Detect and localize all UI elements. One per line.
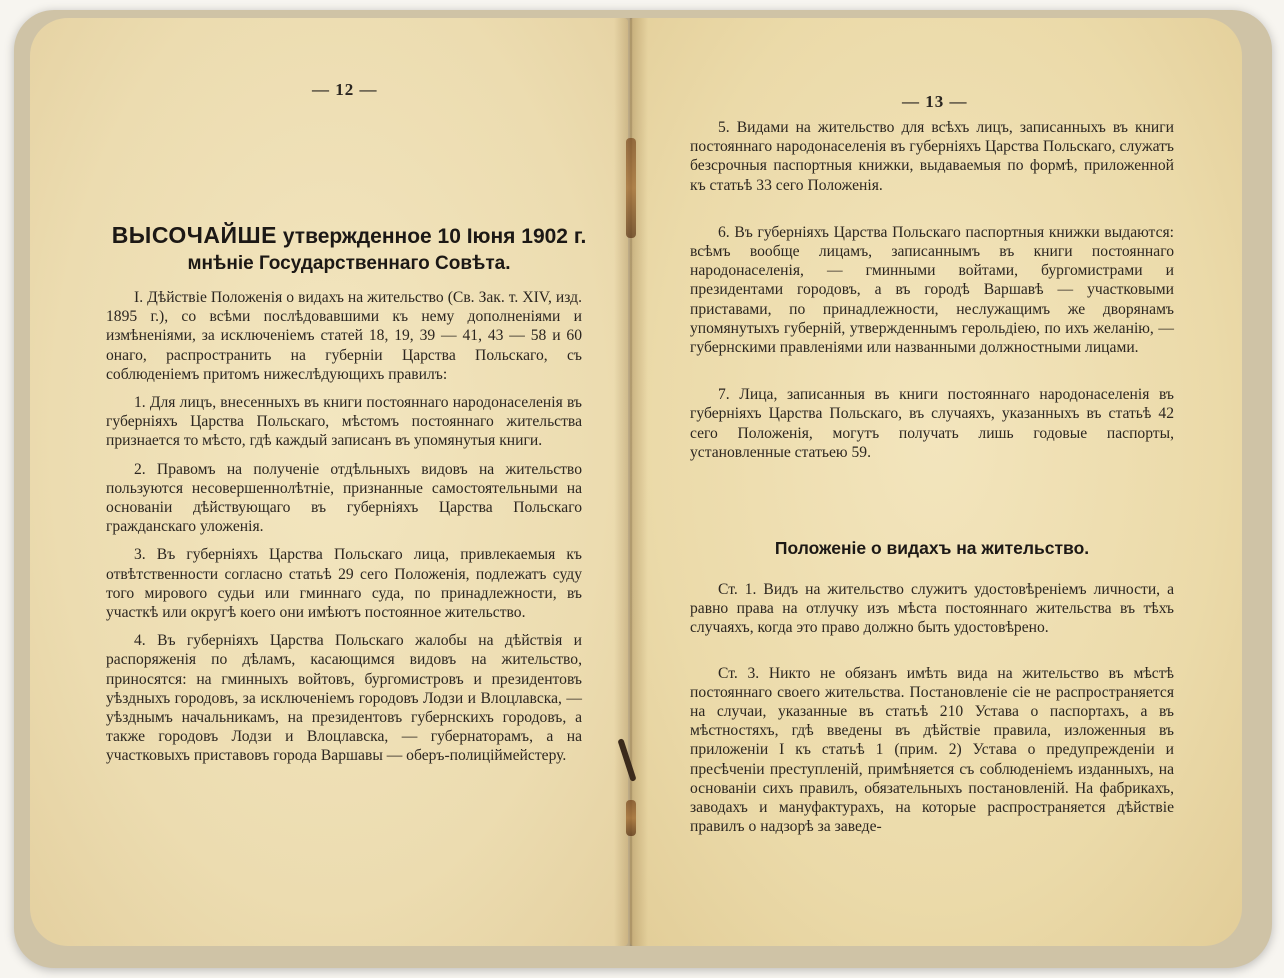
paragraph: 3. Въ губерніяхъ Царства Польскаго лица, привлекаемыя къ отвѣтственности согласно статьѣ 29 сего Положенія, подлежатъ суду того мирового судьи или гминнаго суда, по принадлежности, въ участкѣ или округѣ коего они имѣютъ постоянное жительство. (106, 546, 582, 622)
binding-stitch (626, 800, 636, 836)
decree-title-caps: ВЫСОЧАЙШЕ (111, 222, 277, 248)
left-page-text (106, 288, 582, 775)
decree-title-line-1 (110, 222, 588, 250)
paragraph: 1. Для лицъ, внесенныхъ въ книги постояннаго народонаселенія въ губерніяхъ Царства Польскаго, мѣстомъ постояннаго жительства признается то мѣсто, гдѣ каждый записанъ въ упомянутыя книги. (106, 394, 582, 450)
section-heading: Положеніе о видахъ на жительство. (774, 538, 1090, 558)
paragraph: 5. Видами на жительство для всѣхъ лицъ, записанныхъ въ книги постояннаго народонаселенія въ губерніяхъ Царства Польскаго, служатъ безсрочныя паспортныя книжки, выдаваемыя по формѣ, приложенной къ статьѣ 33 сего Положенія. (690, 119, 1174, 194)
article-paragraph: Ст. 3. Никто не обязанъ имѣть вида на жительство въ мѣстѣ постояннаго своего жительства. Постановленіе сіе не распространяется на случаи, указанные въ статьѣ 210 Устава о паспортахъ, а въ мѣстностяхъ, гдѣ введены въ дѣйствіе правила, изложенныя въ приложеніи I къ статьѣ 1 (прим. 2) Устава о предупрежденіи и пресѣченіи преступленій, примѣняется съ соблюденіемъ изданныхъ, на основаніи сихъ правилъ, обязательныхъ постановленій. На фабрикахъ, заводахъ и мануфактурахъ, на которые распространяется дѣйствіе правилъ о надзорѣ за заведе- (690, 664, 1174, 836)
section-text (690, 580, 1174, 862)
page-number-right: — 13 — (902, 92, 968, 111)
decree-title (110, 222, 588, 278)
decree-title-date: утвержденное 10 Іюня 1902 г. (282, 225, 587, 248)
article-paragraph: Ст. 1. Видъ на жительство служитъ удостовѣреніемъ личности, а равно права на отлучку изъ мѣста постояннаго жительства въ тѣхъ случаяхъ, когда это право должно быть удостовѣрено. (690, 581, 1174, 637)
paragraph: I. Дѣйствіе Положенія о видахъ на жительство (Св. Зак. т. XIV, изд. 1895 г.), со всѣми послѣдовавшими къ нему дополненіями и измѣненіями, за исключеніемъ статей 18, 19, 39 — 41, 43 — 58 и 60 онаго, распространить на губерніи Царства Польскаго, съ соблюденіемъ притомъ нижеслѣдующихъ правилъ: (106, 289, 582, 383)
paragraph: 7. Лица, записанныя въ книги постояннаго народонаселенія въ губерніяхъ Царства Польскаго, въ случаяхъ, указанныхъ въ статьѣ 42 сего Положенія, могутъ получать лишь годовые паспорты, установленные статьею 59. (690, 386, 1174, 461)
binding-stitch (626, 138, 636, 238)
paragraph: 2. Правомъ на полученіе отдѣльныхъ видовъ на жительство пользуются несовершеннолѣтніе, признанные самостоятельными на основаніи дѣйствующаго въ губерніяхъ Царства Польскаго гражданскаго уложенія. (106, 460, 582, 536)
decree-title-line-2: мнѣніе Государственнаго Совѣта. (187, 253, 511, 274)
paragraph: 6. Въ губерніяхъ Царства Польскаго паспортныя книжки выдаются: всѣмъ вообще лицамъ, записаннымъ въ книги постояннаго народонаселенія, — гминными войтами, бургомистрами и президентами городовъ, а въ городѣ Варшавѣ — участковыми приставами, по принадлежности, неслужащимъ же дворянамъ упомянутыхъ губерній, утвержденнымъ герольдіею, по ихъ желанію, — губернскими правленіями или названными должностными лицами. (690, 223, 1174, 357)
right-page-text (690, 118, 1174, 490)
page-number-left: — 12 — (312, 80, 378, 99)
paragraph: 4. Въ губерніяхъ Царства Польскаго жалобы на дѣйствія и распоряженія по дѣламъ, касающимся видовъ на жительство, приносятся: на гминныхъ войтовъ, бургомистровъ и президентовъ уѣздныхъ городовъ, за исключеніемъ городовъ Лодзи и Влоцлавска, — уѣзднымъ начальникамъ, на президентовъ губернскихъ городовъ, а также городовъ Лодзи и Влоцлавска, — губернаторамъ, а на участковыхъ приставовъ города Варшавы — оберъ-полицiймейстеру. (106, 632, 582, 765)
